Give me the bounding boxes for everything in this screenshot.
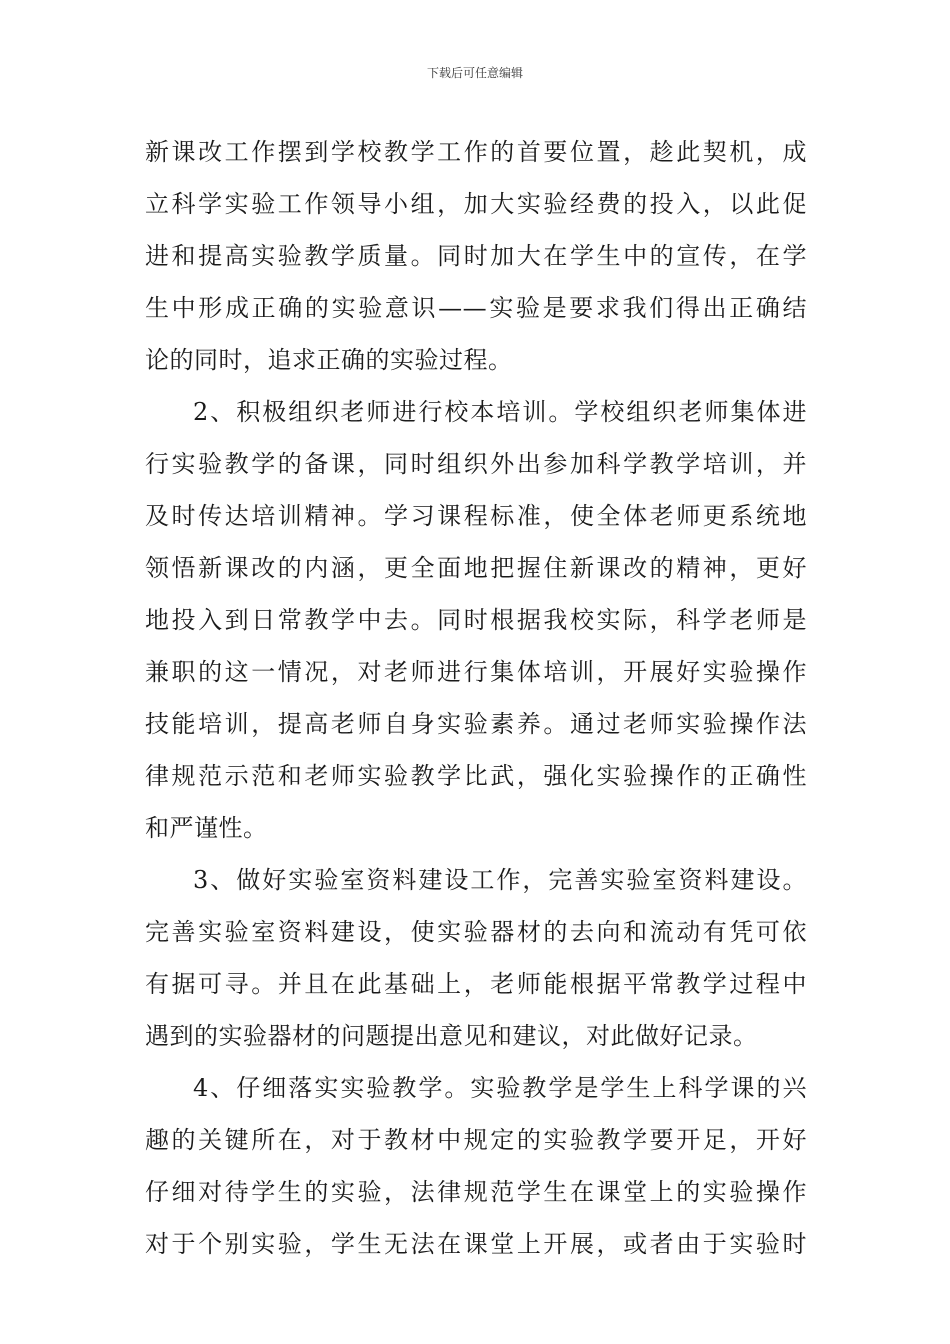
text-line: 兼职的这一情况，对老师进行集体培训，开展好实验操作: [145, 658, 807, 686]
paragraph-2-start: 2、积极组织老师进行校本培训。学校组织老师集体进: [193, 398, 807, 426]
text-line: 进和提高实验教学质量。同时加大在学生中的宣传，在学: [145, 242, 807, 270]
paragraph-3-start: 3、做好实验室资料建设工作，完善实验室资料建设。: [193, 866, 807, 894]
page-header: 下载后可任意编辑: [426, 66, 523, 80]
text-line: 完善实验室资料建设，使实验器材的去向和流动有凭可依: [145, 918, 807, 946]
text-line: 遇到的实验器材的问题提出意见和建议，对此做好记录。: [145, 1022, 758, 1050]
text-line: 及时传达培训精神。学习课程标准，使全体老师更系统地: [145, 502, 807, 530]
text-line: 和严谨性。: [145, 814, 268, 842]
text-line: 对于个别实验，学生无法在课堂上开展，或者由于实验时: [145, 1230, 807, 1258]
text-line: 生中形成正确的实验意识——实验是要求我们得出正确结: [145, 294, 807, 322]
text-line: 有据可寻。并且在此基础上，老师能根据平常教学过程中: [145, 970, 807, 998]
text-line: 技能培训，提高老师自身实验素养。通过老师实验操作法: [145, 710, 807, 738]
text-line: 立科学实验工作领导小组，加大实验经费的投入，以此促: [145, 190, 807, 218]
text-line: 仔细对待学生的实验，法律规范学生在课堂上的实验操作: [145, 1178, 807, 1206]
text-line: 新课改工作摆到学校教学工作的首要位置，趁此契机，成: [145, 138, 807, 166]
text-line: 论的同时，追求正确的实验过程。: [145, 346, 513, 374]
text-line: 行实验教学的备课，同时组织外出参加科学教学培训，并: [145, 450, 807, 478]
text-line: 地投入到日常教学中去。同时根据我校实际，科学老师是: [145, 606, 807, 634]
paragraph-4-start: 4、仔细落实实验教学。实验教学是学生上科学课的兴: [193, 1074, 807, 1102]
text-line: 律规范示范和老师实验教学比武，强化实验操作的正确性: [145, 762, 807, 790]
document-body: [145, 126, 807, 1270]
text-line: 趣的关键所在，对于教材中规定的实验教学要开足，开好: [145, 1126, 807, 1154]
text-line: 领悟新课改的内涵，更全面地把握住新课改的精神，更好: [145, 554, 807, 582]
